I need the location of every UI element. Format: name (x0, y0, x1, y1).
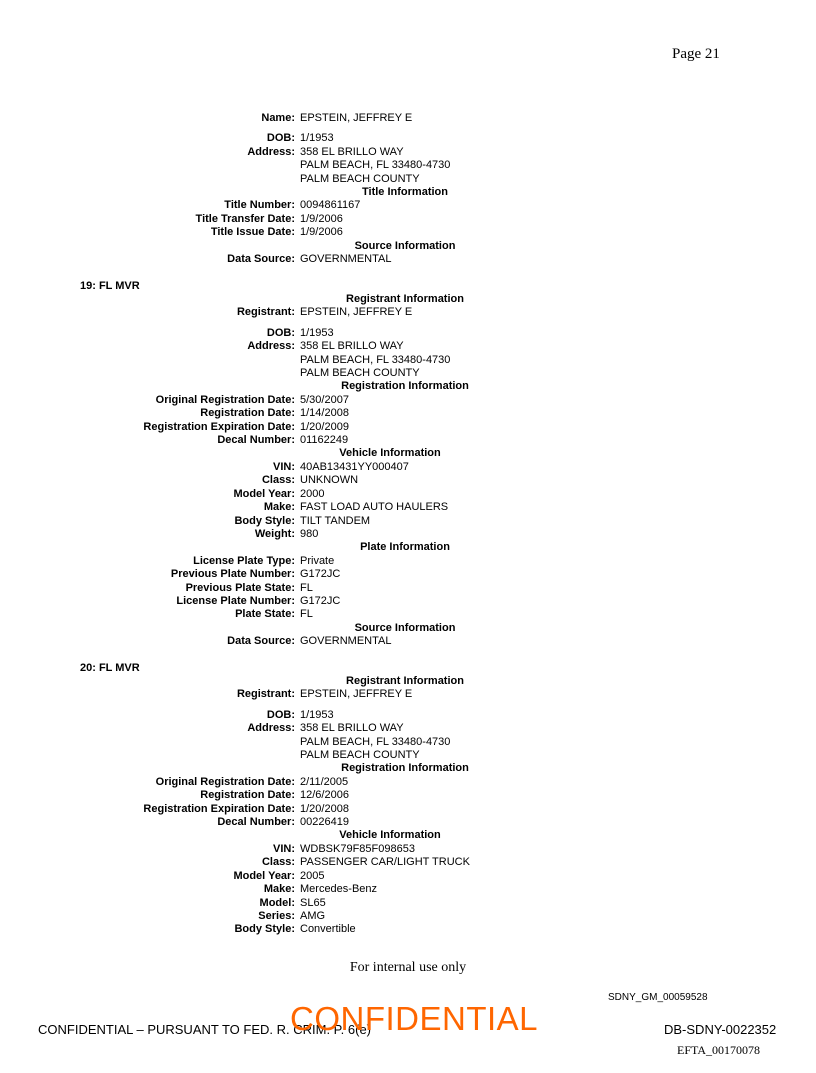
field-value: 01162249 (300, 434, 349, 447)
record-19 (0, 293, 816, 649)
field-data-source (0, 635, 816, 648)
field-label: Class: (261, 856, 295, 869)
field-label: Make: (263, 501, 295, 514)
field-value: 2005 (300, 869, 325, 882)
field-class (0, 474, 816, 487)
field-label: Address: (247, 340, 295, 353)
field-reg-exp (0, 803, 816, 816)
field-label: Title Issue Date: (210, 226, 295, 239)
field-body-style (0, 923, 816, 936)
field-dob (0, 709, 816, 722)
field-prev-state (0, 582, 816, 595)
section-header: Title Information (362, 186, 448, 199)
field-value: Private (300, 554, 335, 567)
confidential-notice: CONFIDENTIAL – PURSUANT TO FED. R. CRIM. P. 6(e) (38, 1022, 372, 1037)
field-value: PALM BEACH COUNTY (300, 367, 420, 380)
field-value: FAST LOAD AUTO HAULERS (300, 501, 449, 514)
section-header: Registration Information (341, 380, 469, 393)
field-title-issue (0, 226, 816, 239)
field-label: Class: (261, 474, 295, 487)
field-model-year (0, 870, 816, 883)
field-body-style (0, 515, 816, 528)
field-label: Registrant: (236, 688, 295, 701)
field-plate-state (0, 608, 816, 621)
field-label: Body Style: (234, 923, 295, 936)
field-value: EPSTEIN, JEFFREY E (300, 306, 413, 319)
field-value: 1/1953 (300, 326, 334, 339)
field-make (0, 883, 816, 896)
field-dob (0, 132, 816, 145)
field-label: Registration Date: (200, 407, 295, 420)
field-value: Mercedes-Benz (300, 883, 378, 896)
field-value: PALM BEACH, FL 33480-4730 (300, 159, 451, 172)
record-20 (0, 675, 816, 937)
field-value: 1/14/2008 (300, 407, 349, 420)
field-value: WDBSK79F85F098653 (300, 842, 415, 855)
section-header: Vehicle Information (339, 447, 441, 460)
field-label: Body Style: (234, 514, 295, 527)
section-header: Vehicle Information (339, 829, 441, 842)
field-value: 00226419 (300, 816, 349, 829)
field-title-transfer (0, 213, 816, 226)
field-label: Address: (247, 145, 295, 158)
field-plate-number (0, 595, 816, 608)
field-label: Address: (247, 722, 295, 735)
field-value: FL (300, 581, 313, 594)
field-value: 2000 (300, 487, 325, 500)
field-label: Registration Expiration Date: (143, 802, 295, 815)
field-title-number (0, 199, 816, 212)
field-orig-reg (0, 776, 816, 789)
field-value: Convertible (300, 923, 356, 936)
field-model-year (0, 488, 816, 501)
field-weight (0, 528, 816, 541)
field-value: 980 (300, 527, 319, 540)
field-value: EPSTEIN, JEFFREY E (300, 688, 413, 701)
field-label: Model Year: (233, 869, 295, 882)
field-value: 1/1953 (300, 708, 334, 721)
field-value: 1/9/2006 (300, 226, 343, 239)
field-label: Series: (258, 909, 295, 922)
field-value: 1/9/2006 (300, 212, 343, 225)
field-decal (0, 434, 816, 447)
field-plate-type (0, 555, 816, 568)
field-address (0, 722, 816, 735)
field-prev-plate (0, 568, 816, 581)
section-header: Plate Information (360, 541, 450, 554)
field-vin (0, 843, 816, 856)
field-label: Registrant: (236, 306, 295, 319)
field-value: FL (300, 608, 313, 621)
field-vin (0, 461, 816, 474)
section-header: Source Information (354, 621, 456, 634)
field-value: 12/6/2006 (300, 789, 349, 802)
field-label: License Plate Number: (176, 594, 295, 607)
field-value: PASSENGER CAR/LIGHT TRUCK (300, 856, 470, 869)
bates-number-top: SDNY_GM_00059528 (608, 992, 708, 1003)
field-label: Registration Expiration Date: (143, 420, 295, 433)
field-value: AMG (300, 909, 326, 922)
efta-number: EFTA_00170078 (677, 1043, 761, 1057)
field-value: 358 EL BRILLO WAY (300, 340, 404, 353)
field-class (0, 856, 816, 869)
field-value: PALM BEACH COUNTY (300, 172, 420, 185)
bates-number-bottom: DB-SDNY-0022352 (664, 1022, 777, 1037)
field-value: UNKNOWN (300, 474, 359, 487)
field-reg-date (0, 789, 816, 802)
confidential-stamp: CONFIDENTIAL (290, 1000, 539, 1037)
field-value: 5/30/2007 (300, 393, 349, 406)
field-label: Weight: (254, 527, 295, 540)
field-label: Plate State: (235, 608, 295, 621)
field-value: TILT TANDEM (300, 514, 371, 527)
field-value: 40AB13431YY000407 (300, 460, 409, 473)
section-header: Registration Information (341, 762, 469, 775)
section-header: Registrant Information (346, 675, 464, 687)
field-label: Decal Number: (217, 434, 295, 447)
field-value: 2/11/2005 (300, 775, 349, 788)
field-reg-date (0, 407, 816, 420)
field-label: Model Year: (233, 487, 295, 500)
field-label: Previous Plate Number: (170, 568, 295, 581)
field-decal (0, 816, 816, 829)
field-data-source (0, 253, 816, 266)
page-number: Page 21 (672, 46, 720, 62)
field-value: 358 EL BRILLO WAY (300, 145, 404, 158)
field-label: Title Number: (224, 199, 295, 212)
field-name (0, 112, 816, 125)
section-header: Registrant Information (346, 293, 464, 305)
field-value: GOVERNMENTAL (300, 253, 392, 266)
field-reg-exp (0, 421, 816, 434)
field-value: 1/20/2009 (300, 420, 349, 433)
field-label: DOB: (266, 326, 295, 339)
field-label: Previous Plate State: (185, 581, 295, 594)
field-value: 358 EL BRILLO WAY (300, 722, 404, 735)
field-label: VIN: (273, 842, 295, 855)
field-label: License Plate Type: (193, 554, 295, 567)
field-series (0, 910, 816, 923)
section-header: Source Information (354, 239, 456, 252)
field-label: DOB: (266, 708, 295, 721)
field-label: Name: (261, 112, 295, 124)
field-label: Title Transfer Date: (195, 212, 295, 225)
field-value: SL65 (300, 896, 326, 909)
field-make (0, 501, 816, 514)
field-label: Model: (259, 896, 295, 909)
record-heading: 20: FL MVR (80, 662, 140, 674)
field-value: G172JC (300, 568, 341, 581)
field-orig-reg (0, 394, 816, 407)
field-address (0, 146, 816, 159)
field-registrant (0, 306, 816, 319)
field-label: VIN: (273, 460, 295, 473)
field-value: 0094861167 (300, 199, 361, 212)
record-heading: 19: FL MVR (80, 280, 140, 292)
internal-use-notice: For internal use only (349, 960, 467, 975)
field-value: PALM BEACH COUNTY (300, 749, 420, 762)
field-label: Decal Number: (217, 816, 295, 829)
field-label: Make: (263, 883, 295, 896)
field-value: G172JC (300, 594, 341, 607)
field-value: EPSTEIN, JEFFREY E (300, 112, 413, 124)
field-label: Original Registration Date: (155, 775, 295, 788)
field-dob (0, 327, 816, 340)
field-label: DOB: (266, 132, 295, 145)
field-value: PALM BEACH, FL 33480-4730 (300, 735, 451, 748)
field-value: 1/1953 (300, 132, 334, 145)
field-model (0, 897, 816, 910)
record-18 (0, 112, 816, 266)
field-value: 1/20/2008 (300, 802, 349, 815)
field-label: Original Registration Date: (155, 393, 295, 406)
field-label: Registration Date: (200, 789, 295, 802)
field-label: Data Source: (227, 253, 295, 266)
field-value: PALM BEACH, FL 33480-4730 (300, 353, 451, 366)
field-value: GOVERNMENTAL (300, 635, 392, 648)
field-registrant (0, 688, 816, 701)
field-address (0, 340, 816, 353)
field-label: Data Source: (227, 635, 295, 648)
